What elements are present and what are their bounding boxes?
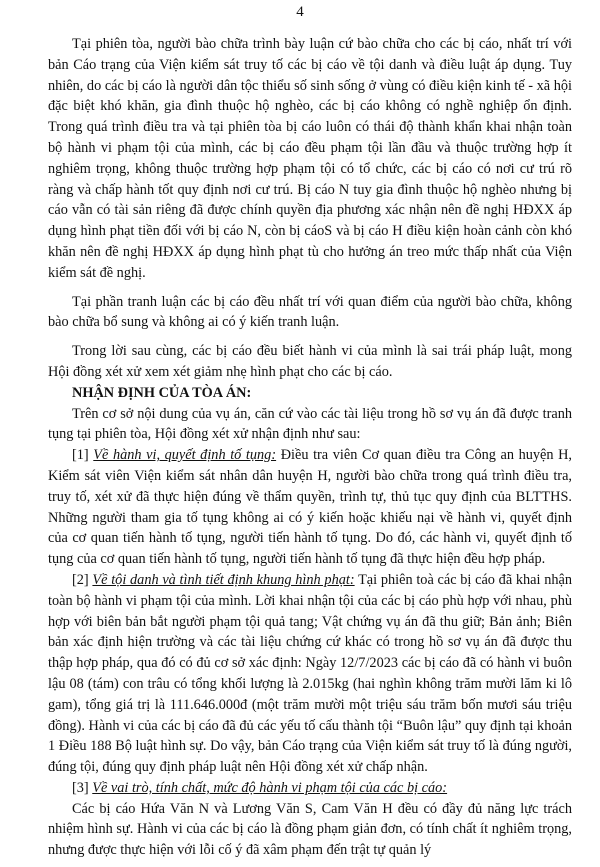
point-1: [48, 445, 572, 570]
page-number: 4: [296, 4, 304, 20]
point-lead: Về hành vi, quyết định tố tụng:: [93, 447, 277, 464]
point-number: [3]: [72, 779, 89, 796]
paragraph-intro: Trên cơ sở nội dung của vụ án, căn cứ vào các tài liệu trong hồ sơ vụ án đã được tranh tụng tại phiên tòa, Hội đồng xét xử nhận định như sau:: [48, 405, 572, 443]
point-number: [2]: [72, 571, 89, 588]
point-number: [1]: [72, 447, 89, 464]
point-3: [48, 778, 572, 799]
point-text: Tại phiên toà các bị cáo đã khai nhận toàn bộ hành vi phạm tội của mình. Lời khai nhận tội của các bị cáo phù hợp với nhau, phù hợp với biên bản bắt người phạm tội quả tang; Vật chứng vụ án đã thu giữ; Bản ảnh; Biên bản xác định hiện trường và các tài liệu chứng cứ khác có trong hồ sơ vụ án đã được thu thập hợp pháp, qua đó có đủ cơ sở xác định: Ngày 12/7/2023 các bị cáo đã có hành vi buôn lậu 08 (tám) con trâu có tổng khối lượng là 2.015kg (hai nghìn không trăm mười lăm ki lô gam), tổng giá trị là 111.646.000đ (một trăm mười một triệu sáu trăm bốn mươi sáu triệu đồng). Hành vi của các bị cáo đã đủ các yếu tố cấu thành tội “Buôn lậu” quy định tại khoản 1 Điều 188 Bộ luật hình sự. Do vậy, bản Cáo trạng của Viện kiểm sát truy tố là đúng người, đúng tội, đúng quy định pháp luật nên Hội đồng xét xử chấp nhận.: [48, 571, 573, 776]
paragraph-closing: Các bị cáo Hứa Văn N và Lương Văn S, Cam Văn H đều có đầy đủ năng lực trách nhiệm hình sự. Hành vi của các bị cáo là đồng phạm giản đơn, có tính chất ít nghiêm trọng, nhưng được thực hiện với lỗi cố ý đã xâm phạm đến trật tự quản lý: [48, 800, 572, 859]
point-text: Điều tra viên Cơ quan điều tra Công an huyện H, Kiểm sát viên Viện kiểm sát nhân dân huyện H, người bào chữa trong quá trình điều tra, truy tố, xét xử đã thực hiện đúng về thẩm quyền, trình tự, thủ tục quy định của BLTTHS. Những người tham gia tố tụng không ai có ý kiến hoặc khiếu nại về hành vi, quyết định của cơ quan tiến hành tố tụng, người tiến hành tố tụng. Do đó, các hành vi, quyết định tố tụng của cơ quan tiến hành tố tụng, người tiến hành tố tụng đã thực hiện đều hợp pháp.: [48, 447, 573, 568]
point-lead: Về vai trò, tính chất, mức độ hành vi phạm tội của các bị cáo:: [92, 779, 448, 796]
document-body: [48, 34, 572, 861]
paragraph-defense-argument: Tại phiên tòa, người bào chữa trình bày luận cứ bào chữa cho các bị cáo, nhất trí với bản Cáo trạng của Viện kiểm sát truy tố các bị cáo về tội danh và điều luật áp dụng. Tuy nhiên, do các bị cáo là người dân tộc thiểu số sinh sống ở vùng có điều kiện kinh tế - xã hội đặc biệt khó khăn, gia đình thuộc hộ nghèo, các bị cáo không có nghề nghiệp ổn định. Trong quá trình điều tra và tại phiên tòa bị cáo luôn có thái độ thành khẩn khai nhận toàn bộ hành vi phạm tội của mình, các bị cáo đều phạm tội lần đầu và thuộc trường hợp ít nghiêm trọng, không thuộc trường hợp phạm tội có tổ chức, các bị cáo có nơi cư trú rõ ràng và chấp hành tốt quy định nơi cư trú. Bị cáo N tuy gia đình thuộc hộ nghèo nhưng bị cáo vẫn có tài sản riêng đã được chính quyền địa phương xác nhận nên đề nghị HĐXX áp dụng hình phạt tiền đối với bị cáo N, còn bị cáoS và bị cáo H điều kiện hoàn cảnh còn khó khăn nên đề nghị HĐXX áp dụng hình phạt tù cho hưởng án treo mức thấp nhất của Viện kiểm sát đề nghị.: [48, 36, 572, 281]
point-lead: Về tội danh và tình tiết định khung hình phạt:: [92, 571, 355, 588]
point-2: [48, 570, 572, 778]
paragraph-debate: Tại phần tranh luận các bị cáo đều nhất trí với quan điểm của người bào chữa, không bào chữa bổ sung và không ai có ý kiến tranh luận.: [48, 293, 572, 331]
paragraph-last-words: Trong lời sau cùng, các bị cáo đều biết hành vi của mình là sai trái pháp luật, mong Hội đồng xét xử xem xét giảm nhẹ hình phạt cho các bị cáo.: [48, 343, 572, 380]
section-heading: NHẬN ĐỊNH CỦA TÒA ÁN:: [72, 384, 252, 401]
